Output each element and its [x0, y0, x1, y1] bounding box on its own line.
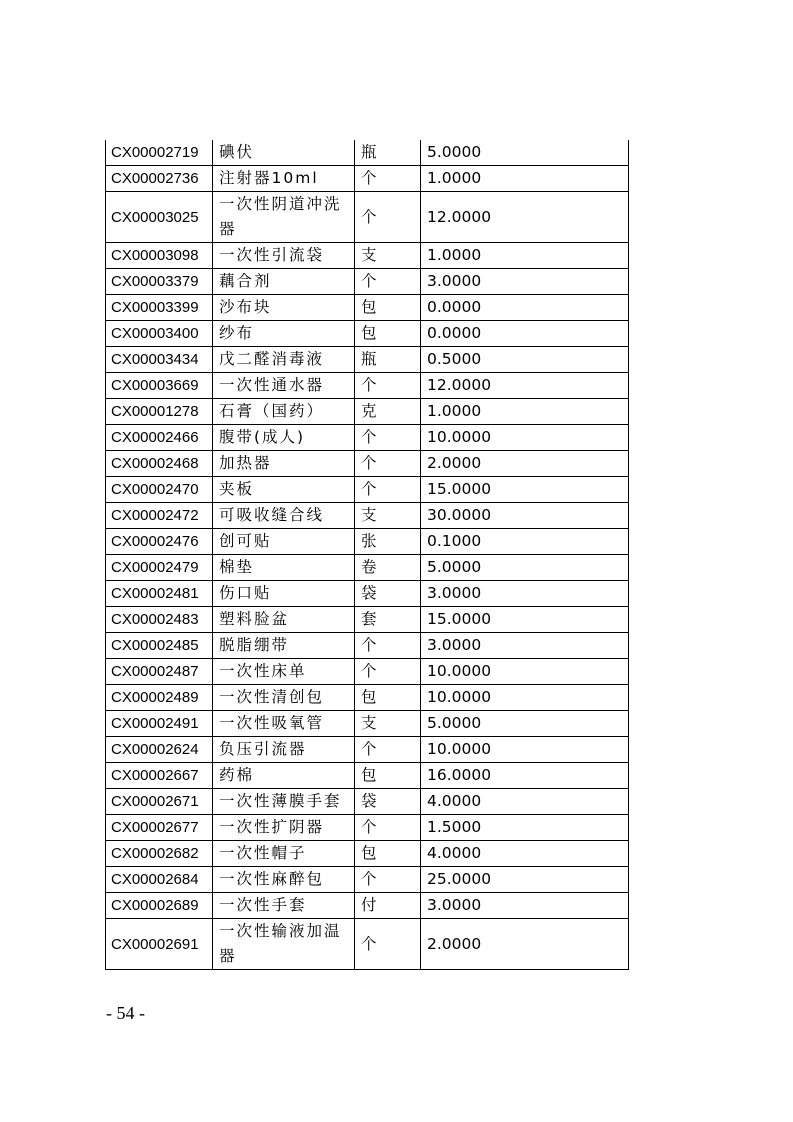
item-name-cell: 一次性通水器	[213, 373, 355, 399]
item-quantity-cell: 10.0000	[421, 737, 629, 763]
item-unit-cell: 包	[355, 321, 421, 347]
item-quantity-cell: 15.0000	[421, 477, 629, 503]
item-quantity-cell: 10.0000	[421, 659, 629, 685]
table-row	[106, 295, 629, 321]
item-name-cell: 可吸收缝合线	[213, 503, 355, 529]
item-code-cell: CX00002682	[106, 841, 213, 867]
item-code-cell: CX00002476	[106, 529, 213, 555]
table-row	[106, 399, 629, 425]
item-quantity-cell: 1.5000	[421, 815, 629, 841]
item-unit-cell: 包	[355, 685, 421, 711]
item-quantity-cell: 3.0000	[421, 269, 629, 295]
item-name-cell: 一次性手套	[213, 893, 355, 919]
table-row	[106, 737, 629, 763]
item-name-cell: 脱脂绷带	[213, 633, 355, 659]
item-quantity-cell: 5.0000	[421, 555, 629, 581]
item-unit-cell: 套	[355, 607, 421, 633]
item-unit-cell: 袋	[355, 789, 421, 815]
supplies-table-body	[106, 140, 629, 970]
item-code-cell: CX00002624	[106, 737, 213, 763]
item-name-cell: 注射器10ml	[213, 166, 355, 192]
item-quantity-cell: 0.0000	[421, 295, 629, 321]
item-unit-cell: 支	[355, 243, 421, 269]
table-row	[106, 815, 629, 841]
item-unit-cell: 包	[355, 763, 421, 789]
table-row	[106, 607, 629, 633]
item-quantity-cell: 0.0000	[421, 321, 629, 347]
page-number: - 54 -	[106, 1003, 145, 1023]
item-name-cell: 加热器	[213, 451, 355, 477]
item-quantity-cell: 12.0000	[421, 373, 629, 399]
item-quantity-cell: 15.0000	[421, 607, 629, 633]
item-name-cell: 夹板	[213, 477, 355, 503]
item-code-cell: CX00002485	[106, 633, 213, 659]
item-unit-cell: 个	[355, 425, 421, 451]
item-name-cell: 一次性扩阴器	[213, 815, 355, 841]
item-code-cell: CX00003379	[106, 269, 213, 295]
item-name-cell: 一次性输液加温器	[213, 919, 355, 970]
item-quantity-cell: 10.0000	[421, 425, 629, 451]
item-unit-cell: 个	[355, 659, 421, 685]
table-row	[106, 581, 629, 607]
table-row	[106, 192, 629, 243]
table-row	[106, 140, 629, 166]
item-code-cell: CX00002470	[106, 477, 213, 503]
item-name-cell: 石膏（国药）	[213, 399, 355, 425]
item-code-cell: CX00003669	[106, 373, 213, 399]
item-code-cell: CX00002691	[106, 919, 213, 970]
table-row	[106, 893, 629, 919]
item-unit-cell: 个	[355, 192, 421, 243]
item-name-cell: 塑料脸盆	[213, 607, 355, 633]
item-code-cell: CX00003098	[106, 243, 213, 269]
item-unit-cell: 袋	[355, 581, 421, 607]
item-quantity-cell: 16.0000	[421, 763, 629, 789]
item-name-cell: 一次性麻醉包	[213, 867, 355, 893]
item-code-cell: CX00002479	[106, 555, 213, 581]
item-unit-cell: 包	[355, 841, 421, 867]
item-quantity-cell: 2.0000	[421, 451, 629, 477]
item-name-cell: 一次性引流袋	[213, 243, 355, 269]
item-unit-cell: 个	[355, 867, 421, 893]
item-name-cell: 一次性阴道冲洗器	[213, 192, 355, 243]
item-code-cell: CX00003399	[106, 295, 213, 321]
item-quantity-cell: 0.5000	[421, 347, 629, 373]
item-unit-cell: 支	[355, 503, 421, 529]
item-unit-cell: 瓶	[355, 140, 421, 166]
item-code-cell: CX00002489	[106, 685, 213, 711]
item-quantity-cell: 10.0000	[421, 685, 629, 711]
table-row	[106, 867, 629, 893]
item-code-cell: CX00002719	[106, 140, 213, 166]
table-row	[106, 763, 629, 789]
item-code-cell: CX00002466	[106, 425, 213, 451]
item-unit-cell: 个	[355, 166, 421, 192]
item-quantity-cell: 25.0000	[421, 867, 629, 893]
item-name-cell: 纱布	[213, 321, 355, 347]
item-quantity-cell: 1.0000	[421, 166, 629, 192]
item-quantity-cell: 5.0000	[421, 140, 629, 166]
item-unit-cell: 个	[355, 477, 421, 503]
item-code-cell: CX00003025	[106, 192, 213, 243]
item-quantity-cell: 4.0000	[421, 841, 629, 867]
item-quantity-cell: 1.0000	[421, 243, 629, 269]
item-name-cell: 药棉	[213, 763, 355, 789]
item-quantity-cell: 3.0000	[421, 633, 629, 659]
table-row	[106, 789, 629, 815]
item-code-cell: CX00002472	[106, 503, 213, 529]
item-name-cell: 沙布块	[213, 295, 355, 321]
item-unit-cell: 个	[355, 373, 421, 399]
item-unit-cell: 卷	[355, 555, 421, 581]
item-quantity-cell: 2.0000	[421, 919, 629, 970]
item-code-cell: CX00002677	[106, 815, 213, 841]
item-code-cell: CX00002736	[106, 166, 213, 192]
item-name-cell: 一次性薄膜手套	[213, 789, 355, 815]
item-unit-cell: 个	[355, 737, 421, 763]
table-row	[106, 269, 629, 295]
table-row	[106, 166, 629, 192]
item-code-cell: CX00002481	[106, 581, 213, 607]
table-row	[106, 373, 629, 399]
table-row	[106, 425, 629, 451]
item-unit-cell: 个	[355, 451, 421, 477]
item-quantity-cell: 5.0000	[421, 711, 629, 737]
item-unit-cell: 付	[355, 893, 421, 919]
item-code-cell: CX00002468	[106, 451, 213, 477]
item-name-cell: 一次性吸氧管	[213, 711, 355, 737]
item-code-cell: CX00003434	[106, 347, 213, 373]
table-row	[106, 477, 629, 503]
table-row	[106, 711, 629, 737]
item-name-cell: 藕合剂	[213, 269, 355, 295]
item-name-cell: 棉垫	[213, 555, 355, 581]
item-code-cell: CX00002483	[106, 607, 213, 633]
item-name-cell: 戊二醛消毒液	[213, 347, 355, 373]
table-row	[106, 919, 629, 970]
table-row	[106, 555, 629, 581]
item-quantity-cell: 3.0000	[421, 893, 629, 919]
table-row	[106, 347, 629, 373]
item-code-cell: CX00002487	[106, 659, 213, 685]
table-row	[106, 451, 629, 477]
table-row	[106, 633, 629, 659]
item-code-cell: CX00002684	[106, 867, 213, 893]
item-name-cell: 腹带(成人)	[213, 425, 355, 451]
item-name-cell: 创可贴	[213, 529, 355, 555]
item-unit-cell: 包	[355, 295, 421, 321]
item-quantity-cell: 12.0000	[421, 192, 629, 243]
table-row	[106, 529, 629, 555]
supplies-table	[105, 140, 629, 970]
item-unit-cell: 张	[355, 529, 421, 555]
item-quantity-cell: 0.1000	[421, 529, 629, 555]
item-quantity-cell: 3.0000	[421, 581, 629, 607]
item-unit-cell: 克	[355, 399, 421, 425]
item-unit-cell: 支	[355, 711, 421, 737]
item-name-cell: 一次性清创包	[213, 685, 355, 711]
item-code-cell: CX00002689	[106, 893, 213, 919]
table-row	[106, 685, 629, 711]
item-name-cell: 伤口贴	[213, 581, 355, 607]
table-row	[106, 321, 629, 347]
table-row	[106, 243, 629, 269]
item-code-cell: CX00002671	[106, 789, 213, 815]
item-name-cell: 一次性床单	[213, 659, 355, 685]
item-code-cell: CX00002491	[106, 711, 213, 737]
item-unit-cell: 瓶	[355, 347, 421, 373]
table-row	[106, 841, 629, 867]
item-unit-cell: 个	[355, 269, 421, 295]
item-name-cell: 碘伏	[213, 140, 355, 166]
item-unit-cell: 个	[355, 633, 421, 659]
item-code-cell: CX00001278	[106, 399, 213, 425]
table-row	[106, 503, 629, 529]
item-name-cell: 一次性帽子	[213, 841, 355, 867]
item-name-cell: 负压引流器	[213, 737, 355, 763]
item-unit-cell: 个	[355, 815, 421, 841]
item-quantity-cell: 4.0000	[421, 789, 629, 815]
table-row	[106, 659, 629, 685]
item-unit-cell: 个	[355, 919, 421, 970]
item-code-cell: CX00002667	[106, 763, 213, 789]
item-quantity-cell: 30.0000	[421, 503, 629, 529]
item-quantity-cell: 1.0000	[421, 399, 629, 425]
item-code-cell: CX00003400	[106, 321, 213, 347]
